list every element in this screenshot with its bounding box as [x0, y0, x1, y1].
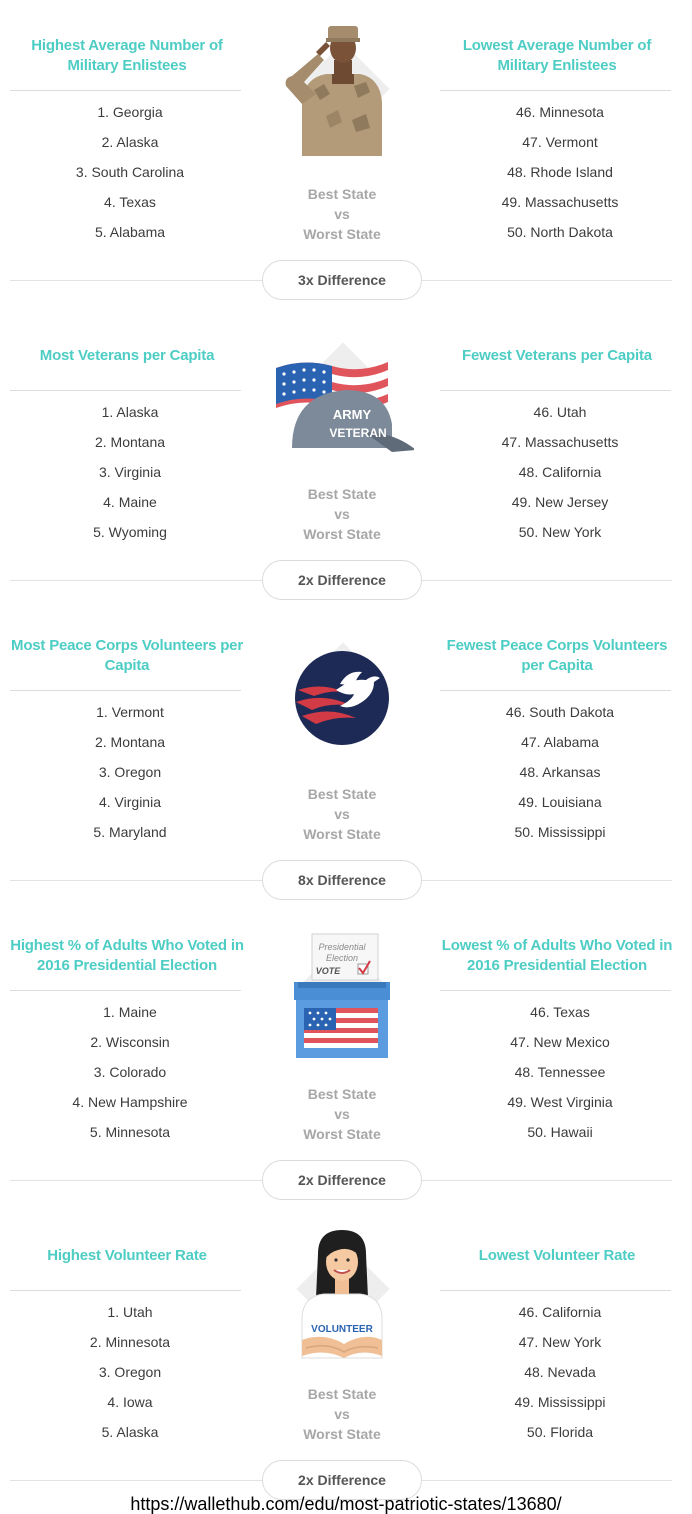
list-item: 2. Wisconsin [90, 1034, 170, 1050]
list-item: 48. California [518, 464, 602, 480]
list-item: 1. Maine [103, 1004, 157, 1020]
list-item: 49. New Jersey [511, 494, 609, 510]
list-item: 47. New Mexico [510, 1034, 610, 1050]
svg-text:ARMY: ARMY [332, 407, 372, 422]
difference-badge: 2x Difference [262, 560, 422, 600]
list-item: 4. Texas [104, 194, 156, 210]
best-states-list [10, 100, 250, 250]
worst-states-title: Lowest Average Number of Military Enlistees [462, 37, 652, 74]
list-item: 3. South Carolina [75, 164, 185, 180]
peace-corps-dove-icon [274, 620, 414, 760]
list-item: 47. Vermont [522, 134, 598, 150]
list-item: 49. Mississippi [514, 1394, 606, 1410]
list-item: 5. Minnesota [89, 1124, 171, 1140]
list-item: 50. New York [518, 524, 602, 540]
svg-text:Election: Election [325, 953, 359, 963]
list-item: 47. Massachusetts [501, 434, 619, 450]
best-states-title: Highest Average Number of Military Enlistees [31, 37, 223, 74]
list-item: 48. Rhode Island [507, 164, 613, 180]
comparison-label: Best State vs Worst State [303, 1386, 381, 1442]
list-item: 2. Montana [94, 434, 166, 450]
list-item: 4. Maine [103, 494, 157, 510]
list-item: 1. Alaska [101, 404, 159, 420]
best-states-title: Highest % of Adults Who Voted in 2016 Presidential Election [10, 937, 244, 974]
list-item: 46. Utah [533, 404, 587, 420]
worst-states-list [440, 1300, 680, 1450]
list-item: 3. Virginia [98, 464, 161, 480]
ranking-section-veterans [0, 300, 692, 600]
divider [10, 90, 241, 91]
difference-badge: 2x Difference [262, 1460, 422, 1500]
divider [440, 1290, 671, 1291]
list-item: 3. Oregon [98, 1364, 162, 1380]
saluting-soldier-icon [274, 20, 414, 160]
best-states-title: Most Veterans per Capita [39, 347, 215, 364]
divider [440, 690, 671, 691]
list-item: 46. Texas [530, 1004, 590, 1020]
list-item: 2. Alaska [101, 134, 159, 150]
divider [10, 690, 241, 691]
ranking-section-military-enlistees [0, 0, 692, 300]
list-item: 3. Colorado [93, 1064, 167, 1080]
list-item: 1. Georgia [97, 104, 163, 120]
list-item: 49. Massachusetts [501, 194, 619, 210]
difference-badge: 2x Difference [262, 1160, 422, 1200]
svg-text:Presidential: Presidential [318, 942, 366, 952]
best-states-list [10, 1000, 250, 1150]
ballot-box-icon [274, 920, 414, 1060]
worst-states-list [440, 400, 680, 550]
divider [440, 990, 671, 991]
worst-states-title: Lowest Volunteer Rate [478, 1247, 636, 1264]
worst-states-list [440, 100, 680, 250]
list-item: 49. Louisiana [518, 794, 602, 810]
divider [10, 1290, 241, 1291]
divider [440, 90, 671, 91]
list-item: 50. Hawaii [527, 1124, 593, 1140]
svg-text:VOTE: VOTE [315, 966, 341, 976]
list-item: 46. California [518, 1304, 602, 1320]
list-item: 47. New York [518, 1334, 602, 1350]
list-item: 2. Minnesota [89, 1334, 171, 1350]
worst-states-list [440, 700, 680, 850]
difference-badge: 3x Difference [262, 260, 422, 300]
best-states-list [10, 400, 250, 550]
list-item: 48. Nevada [524, 1364, 596, 1380]
svg-text:VETERAN: VETERAN [329, 426, 387, 440]
list-item: 5. Wyoming [93, 524, 167, 540]
divider [440, 390, 671, 391]
svg-text:VOLUNTEER: VOLUNTEER [311, 1324, 373, 1335]
list-item: 49. West Virginia [507, 1094, 613, 1110]
ranking-section-voter-turnout [0, 900, 692, 1200]
list-item: 46. South Dakota [505, 704, 615, 720]
comparison-label: Best State vs Worst State [303, 186, 381, 242]
volunteer-woman-icon [274, 1220, 414, 1360]
list-item: 5. Alabama [94, 224, 166, 240]
ranking-section-volunteer-rate [0, 1200, 692, 1500]
source-url[interactable]: https://wallethub.com/edu/most-patriotic-states/13680/ [130, 1494, 562, 1514]
list-item: 4. New Hampshire [72, 1094, 188, 1110]
list-item: 50. North Dakota [507, 224, 613, 240]
list-item: 50. Mississippi [514, 824, 606, 840]
divider [10, 990, 241, 991]
best-states-title: Most Peace Corps Volunteers per Capita [11, 637, 243, 674]
worst-states-title: Fewest Peace Corps Volunteers per Capita [446, 637, 668, 674]
best-states-list [10, 1300, 250, 1450]
best-states-title: Highest Volunteer Rate [47, 1247, 207, 1264]
army-veteran-cap-icon [274, 320, 414, 460]
list-item: 4. Virginia [98, 794, 161, 810]
comparison-label: Best State vs Worst State [303, 786, 381, 842]
list-item: 47. Alabama [521, 734, 599, 750]
list-item: 50. Florida [526, 1424, 594, 1440]
list-item: 1. Utah [107, 1304, 153, 1320]
worst-states-title: Fewest Veterans per Capita [462, 347, 652, 364]
difference-badge: 8x Difference [262, 860, 422, 900]
list-item: 48. Arkansas [519, 764, 601, 780]
ranking-section-peace-corps [0, 600, 692, 900]
divider [10, 390, 241, 391]
comparison-label: Best State vs Worst State [303, 486, 381, 542]
comparison-label: Best State vs Worst State [303, 1086, 381, 1142]
worst-states-title: Lowest % of Adults Who Voted in 2016 Presidential Election [441, 937, 673, 974]
list-item: 1. Vermont [96, 704, 164, 720]
list-item: 2. Montana [94, 734, 166, 750]
list-item: 5. Alaska [101, 1424, 159, 1440]
worst-states-list [440, 1000, 680, 1150]
best-states-list [10, 700, 250, 850]
list-item: 3. Oregon [98, 764, 162, 780]
list-item: 4. Iowa [107, 1394, 153, 1410]
list-item: 48. Tennessee [514, 1064, 606, 1080]
list-item: 46. Minnesota [516, 104, 604, 120]
list-item: 5. Maryland [93, 824, 167, 840]
